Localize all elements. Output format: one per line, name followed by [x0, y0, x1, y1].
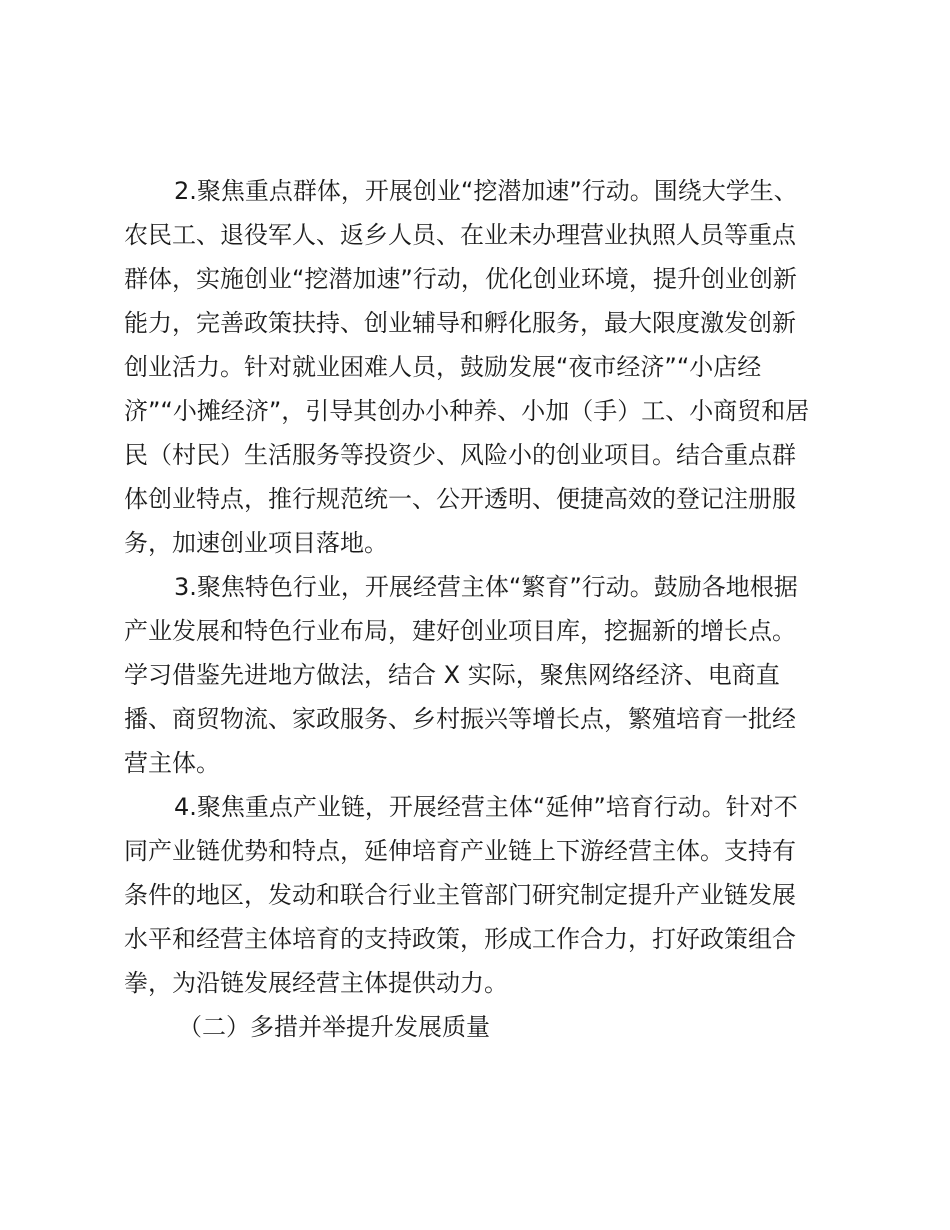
paragraph-2-line-2: 农民工、退役军人、返乡人员、在业未办理营业执照人员等重点 — [124, 221, 796, 249]
paragraph-2-line-1: 2.聚焦重点群体，开展创业“挖潜加速”行动。围绕大学生、 — [174, 177, 798, 205]
paragraph-2-line-8: 体创业特点，推行规范统一、公开透明、便捷高效的登记注册服 — [124, 485, 796, 513]
section-heading: （二）多措并举提升发展质量 — [178, 1013, 490, 1041]
paragraph-3-line-5: 营主体。 — [124, 749, 220, 777]
paragraph-2-line-9: 务，加速创业项目落地。 — [124, 529, 388, 557]
paragraph-2-line-6: 济”“小摊经济”，引导其创办小种养、小加（手）工、小商贸和居 — [124, 397, 810, 425]
paragraph-4-line-1: 4.聚焦重点产业链，开展经营主体“延伸”培育行动。针对不 — [174, 793, 798, 821]
paragraph-4-line-3: 条件的地区，发动和联合行业主管部门研究制定提升产业链发展 — [124, 881, 796, 909]
paragraph-3-line-2: 产业发展和特色行业布局，建好创业项目库，挖掘新的增长点。 — [124, 617, 796, 645]
paragraph-4-line-4: 水平和经营主体培育的支持政策，形成工作合力，打好政策组合 — [124, 925, 796, 953]
paragraph-3-line-1: 3.聚焦特色行业，开展经营主体“繁育”行动。鼓励各地根据 — [174, 573, 798, 601]
paragraph-4-line-5: 拳，为沿链发展经营主体提供动力。 — [124, 969, 508, 997]
paragraph-2-line-5: 创业活力。针对就业困难人员，鼓励发展“夜市经济”“小店经 — [124, 353, 762, 381]
paragraph-2-line-7: 民（村民）生活服务等投资少、风险小的创业项目。结合重点群 — [124, 441, 796, 469]
paragraph-2-line-4: 能力，完善政策扶持、创业辅导和孵化服务，最大限度激发创新 — [124, 309, 796, 337]
paragraph-4-line-2: 同产业链优势和特点，延伸培育产业链上下游经营主体。支持有 — [124, 837, 796, 865]
paragraph-3-line-4: 播、商贸物流、家政服务、乡村振兴等增长点，繁殖培育一批经 — [124, 705, 796, 733]
paragraph-2-line-3: 群体，实施创业“挖潜加速”行动，优化创业环境，提升创业创新 — [124, 265, 797, 293]
paragraph-3-line-3: 学习借鉴先进地方做法，结合 X 实际，聚焦网络经济、电商直 — [124, 661, 780, 689]
